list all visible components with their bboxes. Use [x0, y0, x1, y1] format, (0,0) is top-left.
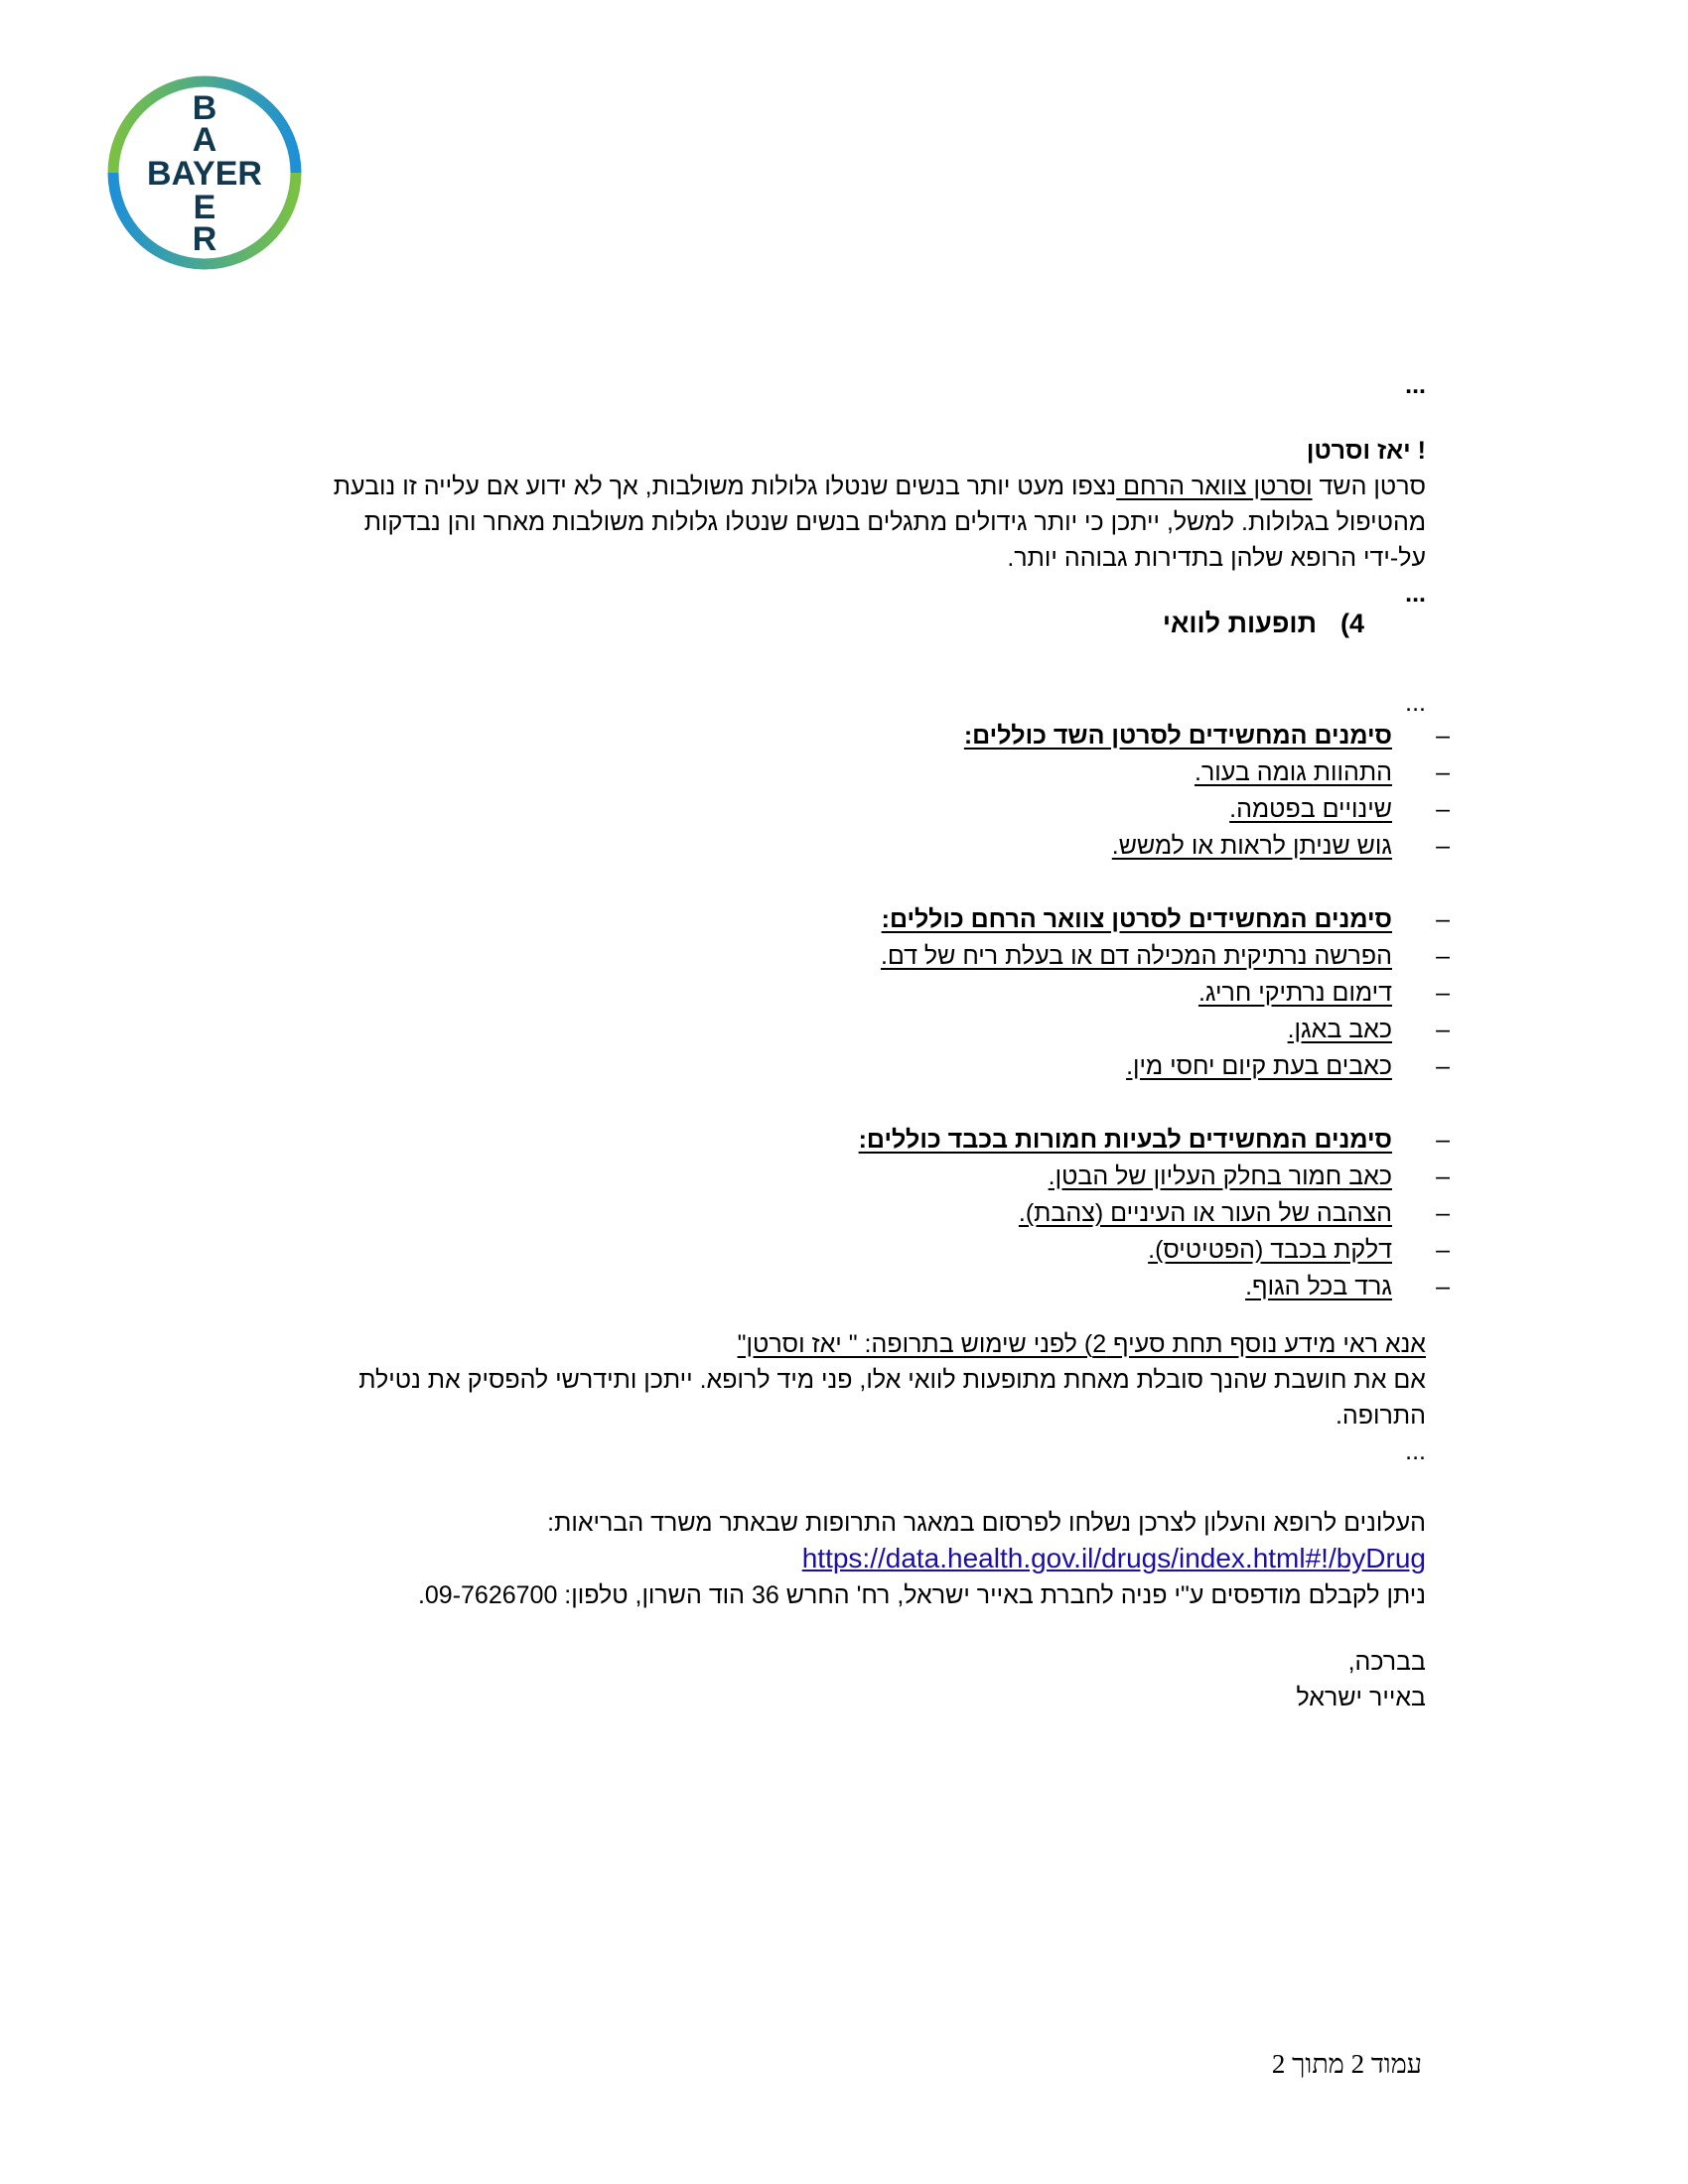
list-item: – גרד בכל הגוף. — [1245, 1273, 1450, 1300]
para2 — [358, 1326, 1426, 1469]
list-item: – הצהבה של העור או העיניים (צהבת). — [1018, 1199, 1450, 1227]
ellipsis-2: ... — [1405, 580, 1426, 608]
para2-ellipsis: ... — [1405, 1437, 1426, 1465]
para1-line3: על-ידי הרופא שלהן בתדירות גבוהה יותר. — [1007, 544, 1426, 572]
side-effects-heading: 4)תופעות לוואי — [1162, 609, 1364, 638]
para3 — [418, 1505, 1426, 1613]
liver-title-row: – סימנים המחשידים לבעיות חמורות בכבד כוללים: — [858, 1126, 1450, 1154]
logo-letter-e: E — [193, 189, 216, 226]
logo-letter-b: B — [192, 89, 217, 127]
moh-drugs-link[interactable]: https://data.health.gov.il/drugs/index.html#!/byDrug — [801, 1543, 1426, 1573]
breast-title-row: – סימנים המחשידים לסרטן השד כוללים: — [963, 722, 1450, 750]
closing — [1297, 1644, 1426, 1715]
list-item: – כאבים בעת קיום יחסי מין. — [1126, 1052, 1450, 1080]
logo-word: BAYER — [147, 155, 262, 193]
para1-line1: סרטן השד וסרטן צוואר הרחם נצפו מעט יותר בנשים שנטלו גלולות משולבות, אך לא ידוע אם עלייה זו נובעת — [333, 473, 1426, 500]
section-cancer — [334, 433, 1426, 612]
para2-line3: התרופה. — [1335, 1402, 1426, 1430]
section-title: ! יאז וסרטן — [1306, 437, 1426, 465]
list-item: – גוש שניתן לראות או למשש. — [1111, 832, 1450, 860]
list-item: – התהוות גומה בעור. — [1195, 758, 1450, 786]
ellipsis-top: ... — [1405, 371, 1426, 399]
logo-letter-a: A — [192, 121, 217, 159]
para2-line2: אם את חושבת שהנך סובלת מאחת מתופעות לוואי אלו, פני מיד לרופא. ייתכן ותידרשי להפסיק את נטילת — [358, 1366, 1426, 1394]
list-item: – כאב חמור בחלק העליון של הבטן. — [1048, 1162, 1450, 1190]
list-item: – דימום נרתיקי חריג. — [1197, 979, 1450, 1007]
para3-line1: העלונים לרופא והעלון לצרכן נשלחו לפרסום במאגר התרופות שבאתר משרד הבריאות: — [547, 1509, 1426, 1537]
bayer-logo — [103, 71, 306, 274]
para2-line1: אנא ראי מידע נוסף תחת סעיף 2) לפני שימוש בתרופה: " יאז וסרטן" — [737, 1330, 1426, 1358]
cervix-title-row: – סימנים המחשידים לסרטן צוואר הרחם כוללים: — [881, 905, 1450, 933]
para3-line3: ניתן לקבלם מודפסים ע"י פניה לחברת באייר ישראל, רח' החרש 36 הוד השרון, טלפון: 09-7626700. — [417, 1581, 1426, 1609]
closing-line1: בברכה, — [1347, 1648, 1426, 1676]
ellipsis-3: ... — [1405, 689, 1426, 717]
page-number: עמוד 2 מתוך 2 — [1271, 2049, 1422, 2079]
list-item: – כאב באגן. — [1287, 1016, 1450, 1043]
para1-line2: מהטיפול בגלולות. למשל, ייתכן כי יותר גידולים מתגלים בנשים שנטלו גלולות משולבות מאחר והן נבדקות — [363, 508, 1426, 536]
list-item: – דלקת בכבד (הפטיטיס). — [1148, 1236, 1450, 1264]
warning-signs-lists — [859, 718, 1450, 1305]
logo-letter-r: R — [192, 220, 217, 258]
list-item: – שינויים בפטמה. — [1229, 795, 1450, 823]
closing-signature: באייר ישראל — [1296, 1684, 1426, 1711]
list-item: – הפרשה נרתיקית המכילה דם או בעלת ריח של דם. — [880, 942, 1450, 970]
